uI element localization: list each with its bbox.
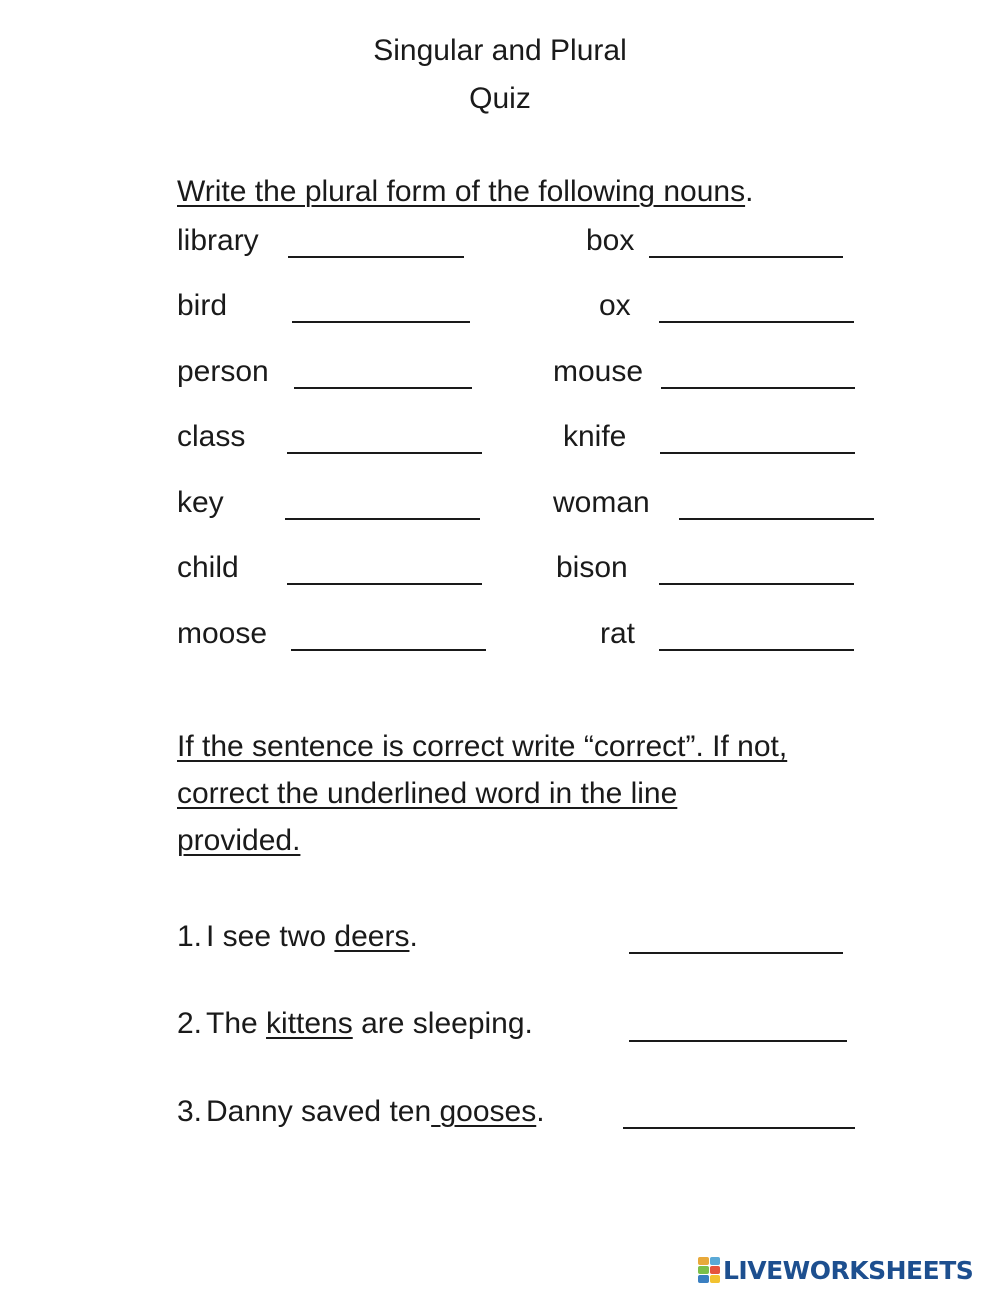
underlined-word-1: deers xyxy=(334,920,410,953)
answer-blank-key[interactable] xyxy=(285,518,480,520)
answer-blank-ox[interactable] xyxy=(659,321,854,323)
answer-blank-child[interactable] xyxy=(287,583,482,585)
noun-key: key xyxy=(177,486,224,519)
answer-blank-moose[interactable] xyxy=(291,649,486,651)
noun-ox: ox xyxy=(599,289,631,322)
answer-blank-bird[interactable] xyxy=(292,321,470,323)
answer-blank-knife[interactable] xyxy=(660,452,855,454)
section1-instruction: Write the plural form of the following nouns. xyxy=(177,175,754,208)
answer-blank-bison[interactable] xyxy=(659,583,854,585)
answer-blank-person[interactable] xyxy=(294,387,472,389)
noun-child: child xyxy=(177,551,239,584)
section2-instruction-line1: If the sentence is correct write “correct”. If not, xyxy=(177,730,788,763)
noun-class: class xyxy=(177,420,246,453)
answer-blank-class[interactable] xyxy=(287,452,482,454)
sentence-3: 3. Danny saved ten gooses. xyxy=(177,1095,545,1128)
noun-bison: bison xyxy=(556,551,628,584)
logo-square xyxy=(710,1266,721,1274)
answer-blank-mouse[interactable] xyxy=(661,387,855,389)
sentence-2: 2. The kittens are sleeping. xyxy=(177,1007,533,1040)
logo-grid-icon xyxy=(698,1257,720,1283)
noun-library: library xyxy=(177,224,259,257)
liveworksheets-logo xyxy=(698,1255,973,1285)
noun-moose: moose xyxy=(177,617,268,650)
logo-square xyxy=(710,1257,721,1265)
sentence-1: 1. I see two deers. xyxy=(177,920,418,953)
logo-square xyxy=(710,1275,721,1283)
noun-rat: rat xyxy=(600,617,636,650)
noun-person: person xyxy=(177,355,269,388)
answer-blank-box[interactable] xyxy=(649,256,843,258)
section2-instruction-line2: correct the underlined word in the line xyxy=(177,777,678,810)
logo-square xyxy=(698,1257,709,1265)
answer-blank-sentence-1[interactable] xyxy=(629,952,843,954)
answer-blank-sentence-2[interactable] xyxy=(629,1040,847,1042)
answer-blank-woman[interactable] xyxy=(679,518,874,520)
answer-blank-library[interactable] xyxy=(288,256,464,258)
noun-bird: bird xyxy=(177,289,228,322)
noun-knife: knife xyxy=(563,420,627,453)
noun-woman: woman xyxy=(553,486,650,519)
section2-instruction-line3: provided. xyxy=(177,824,301,857)
logo-square xyxy=(698,1266,709,1274)
answer-blank-sentence-3[interactable] xyxy=(623,1127,855,1129)
underlined-word-2: kittens xyxy=(266,1007,353,1040)
answer-blank-rat[interactable] xyxy=(659,649,854,651)
page-subtitle: Quiz xyxy=(469,82,531,115)
logo-text: LIVEWORKSHEETS xyxy=(723,1255,974,1285)
noun-mouse: mouse xyxy=(553,355,644,388)
page-title: Singular and Plural xyxy=(373,34,627,67)
logo-square xyxy=(698,1275,709,1283)
noun-box: box xyxy=(586,224,635,257)
underlined-word-3: gooses xyxy=(431,1095,537,1128)
